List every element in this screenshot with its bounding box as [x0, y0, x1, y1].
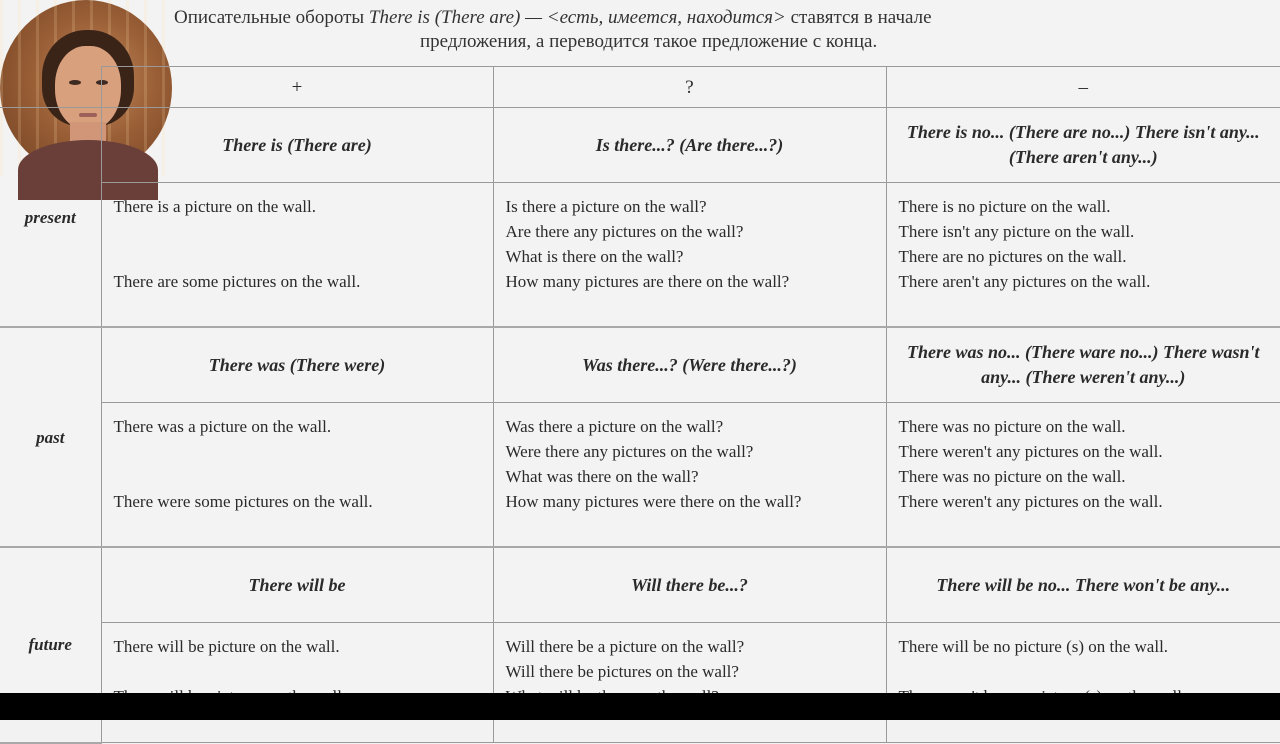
example-line: What is there on the wall? — [505, 247, 684, 266]
example-line: There was no picture on the wall. — [898, 467, 1126, 486]
example-line: There are some pictures on the wall. — [113, 272, 361, 291]
col-header-affirmative: + — [101, 67, 493, 108]
example-line: There is a picture on the wall. — [113, 197, 317, 216]
example-line: How many pictures are there on the wall? — [505, 272, 790, 291]
past-examples-negative — [886, 403, 1280, 548]
grammar-table — [0, 66, 1280, 744]
tense-label-present: present — [0, 108, 101, 328]
col-header-negative: – — [886, 67, 1280, 108]
future-formula-negative: There will be no... There won't be any... — [886, 547, 1280, 623]
example-line: Will there be a picture on the wall? — [505, 637, 745, 656]
future-examples-row — [0, 623, 1280, 743]
future-formula-affirmative: There will be — [101, 547, 493, 623]
example-line: There will be no picture (s) on the wall. — [898, 637, 1169, 656]
present-examples-question — [493, 183, 886, 328]
future-examples-affirmative — [101, 623, 493, 743]
present-examples-row — [0, 183, 1280, 328]
intro-line-1: Описательные обороты There is (There are) — <есть, имеется, находится> ставятся в начале — [174, 7, 932, 28]
future-formula-question: Will there be...? — [493, 547, 886, 623]
present-formula-row — [0, 108, 1280, 183]
past-formula-row — [0, 327, 1280, 403]
example-line: Were there any pictures on the wall? — [505, 442, 754, 461]
tense-label-future: future — [0, 547, 101, 743]
past-formula-negative: There was no... (There ware no...) There wasn't any... (There weren't any...) — [886, 327, 1280, 403]
video-bottom-bar — [0, 693, 1280, 720]
example-line: There are no pictures on the wall. — [898, 247, 1127, 266]
present-formula-affirmative: There is (There are) — [101, 108, 493, 183]
example-line: Was there a picture on the wall? — [505, 417, 724, 436]
intro-line-2: предложения, а переводится такое предложение с конца. — [420, 31, 878, 52]
past-formula-affirmative: There was (There were) — [101, 327, 493, 403]
intro-emphasis: There is (There are) — <есть, имеется, находится> — [368, 7, 786, 28]
example-line: There isn't any picture on the wall. — [898, 222, 1135, 241]
present-examples-affirmative — [101, 183, 493, 328]
future-formula-row — [0, 547, 1280, 623]
example-line: There was no picture on the wall. — [898, 417, 1126, 436]
present-formula-question: Is there...? (Are there...?) — [493, 108, 886, 183]
tense-label-past: past — [0, 327, 101, 547]
example-line: How many pictures were there on the wall? — [505, 492, 802, 511]
example-line: There will be picture on the wall. — [113, 637, 340, 656]
past-examples-affirmative — [101, 403, 493, 548]
example-line: Will there be pictures on the wall? — [505, 662, 739, 681]
example-line: There is no picture on the wall. — [898, 197, 1111, 216]
col-header-question: ? — [493, 67, 886, 108]
past-examples-row — [0, 403, 1280, 548]
example-line: There weren't any pictures on the wall. — [898, 492, 1163, 511]
column-signs-row — [0, 67, 1280, 108]
present-examples-negative — [886, 183, 1280, 328]
present-formula-negative: There is no... (There are no...) There isn't any... (There aren't any...) — [886, 108, 1280, 183]
future-examples-question — [493, 623, 886, 743]
example-line: There was a picture on the wall. — [113, 417, 332, 436]
past-examples-question — [493, 403, 886, 548]
intro-rule-text — [170, 6, 1270, 54]
there-is-table — [0, 66, 1280, 744]
example-line: There were some pictures on the wall. — [113, 492, 373, 511]
example-line: Is there a picture on the wall? — [505, 197, 707, 216]
future-examples-negative — [886, 623, 1280, 743]
example-line: Are there any pictures on the wall? — [505, 222, 744, 241]
corner-cell — [0, 67, 101, 108]
example-line: There aren't any pictures on the wall. — [898, 272, 1151, 291]
example-line: What was there on the wall? — [505, 467, 699, 486]
past-formula-question: Was there...? (Were there...?) — [493, 327, 886, 403]
example-line: There weren't any pictures on the wall. — [898, 442, 1163, 461]
